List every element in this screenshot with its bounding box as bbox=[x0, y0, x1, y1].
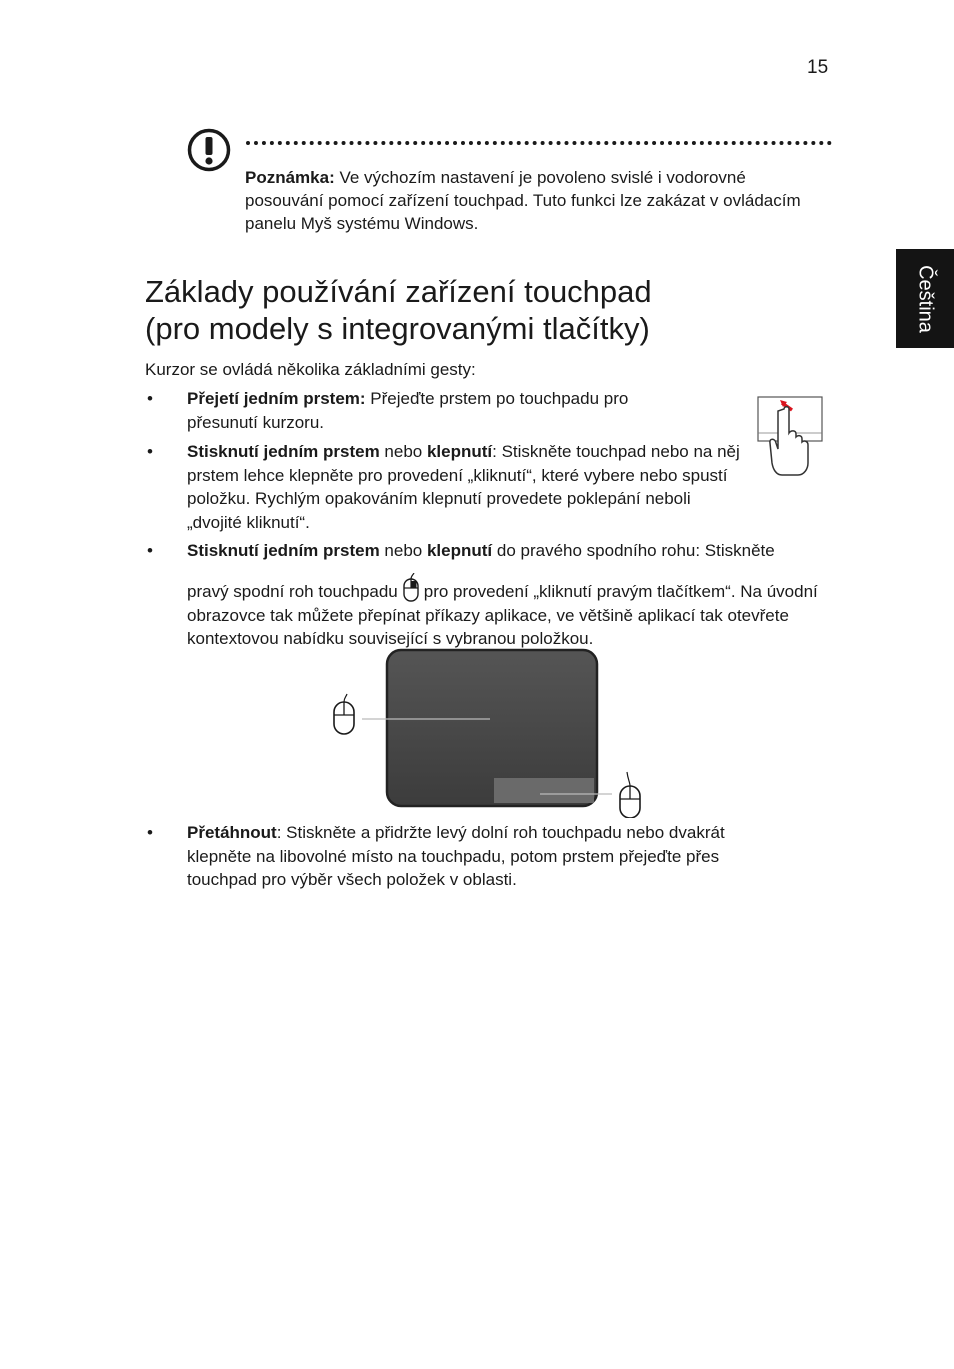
item-term: klepnutí bbox=[426, 442, 493, 461]
finger-swipe-icon bbox=[754, 393, 826, 479]
item-text: pravý spodní roh touchpadu bbox=[187, 582, 398, 601]
list-item bbox=[187, 387, 687, 434]
right-click-mouse-icon bbox=[620, 772, 640, 818]
language-tab bbox=[896, 249, 954, 348]
note-label: Poznámka: bbox=[245, 168, 335, 187]
note-body: Ve výchozím nastavení je povoleno svislé i vodorovné posouvání pomocí zařízení touchpad. Tuto funkci lze zakázat v ovládacím panelu Myš systému Windows. bbox=[245, 168, 801, 233]
item-term: klepnutí bbox=[426, 541, 493, 560]
item-text: Přejeďte prstem po touchpadu pro přesunutí kurzoru. bbox=[187, 389, 629, 432]
note-text bbox=[245, 166, 805, 235]
left-click-mouse-icon bbox=[334, 694, 354, 734]
item-text: pro provedení „kliknutí pravým tlačítkem“. Na úvodní obrazovce tak můžete přepínat příkazy aplikace, ve většině aplikací tak otevřete kontextovou nabídku související s vybranou položkou. bbox=[187, 582, 818, 648]
bullet: • bbox=[147, 541, 153, 560]
list-item bbox=[187, 821, 787, 892]
bullet: • bbox=[147, 389, 153, 408]
intro-text: Kurzor se ovládá několika základními gesty: bbox=[145, 360, 476, 379]
item-term: Stisknutí jedním prstem bbox=[187, 442, 380, 461]
item-term: Přejetí jedním prstem: bbox=[187, 389, 366, 408]
exclamation-icon bbox=[186, 127, 232, 173]
language-tab-label: Čeština bbox=[914, 264, 937, 333]
heading-line-2: (pro modely s integrovanými tlačítky) bbox=[145, 311, 650, 346]
item-text: nebo bbox=[379, 541, 427, 560]
item-text: do pravého spodního rohu: Stiskněte bbox=[492, 541, 775, 560]
bullet: • bbox=[147, 823, 153, 842]
heading-line-1: Základy používání zařízení touchpad bbox=[145, 274, 652, 309]
touchpad-figure bbox=[330, 648, 650, 818]
page-number: 15 bbox=[807, 57, 829, 78]
item-text: : Stiskněte touchpad nebo na něj prstem lehce klepněte pro provedení „kliknutí“, které vybere nebo spustí položku. Rychlým opakováním klepnutí provedete poklepání neboli „dvojité kliknutí“. bbox=[187, 442, 740, 532]
list-item bbox=[187, 440, 742, 534]
item-term: Přetáhnout bbox=[187, 823, 277, 842]
item-text: : Stiskněte a přidržte levý dolní roh touchpadu nebo dvakrát klepněte na libovolné místo na touchpadu, potom prstem přejeďte přes touchpad pro výběr všech položek v oblasti. bbox=[187, 823, 725, 889]
bullet: • bbox=[147, 442, 153, 461]
item-term: Stisknutí jedním prstem bbox=[187, 541, 380, 560]
list-item bbox=[187, 539, 837, 563]
section-heading bbox=[145, 273, 785, 347]
mouse-icon bbox=[402, 573, 420, 603]
note-divider bbox=[246, 141, 832, 145]
list-item-continuation bbox=[187, 573, 837, 651]
item-text: nebo bbox=[379, 442, 427, 461]
